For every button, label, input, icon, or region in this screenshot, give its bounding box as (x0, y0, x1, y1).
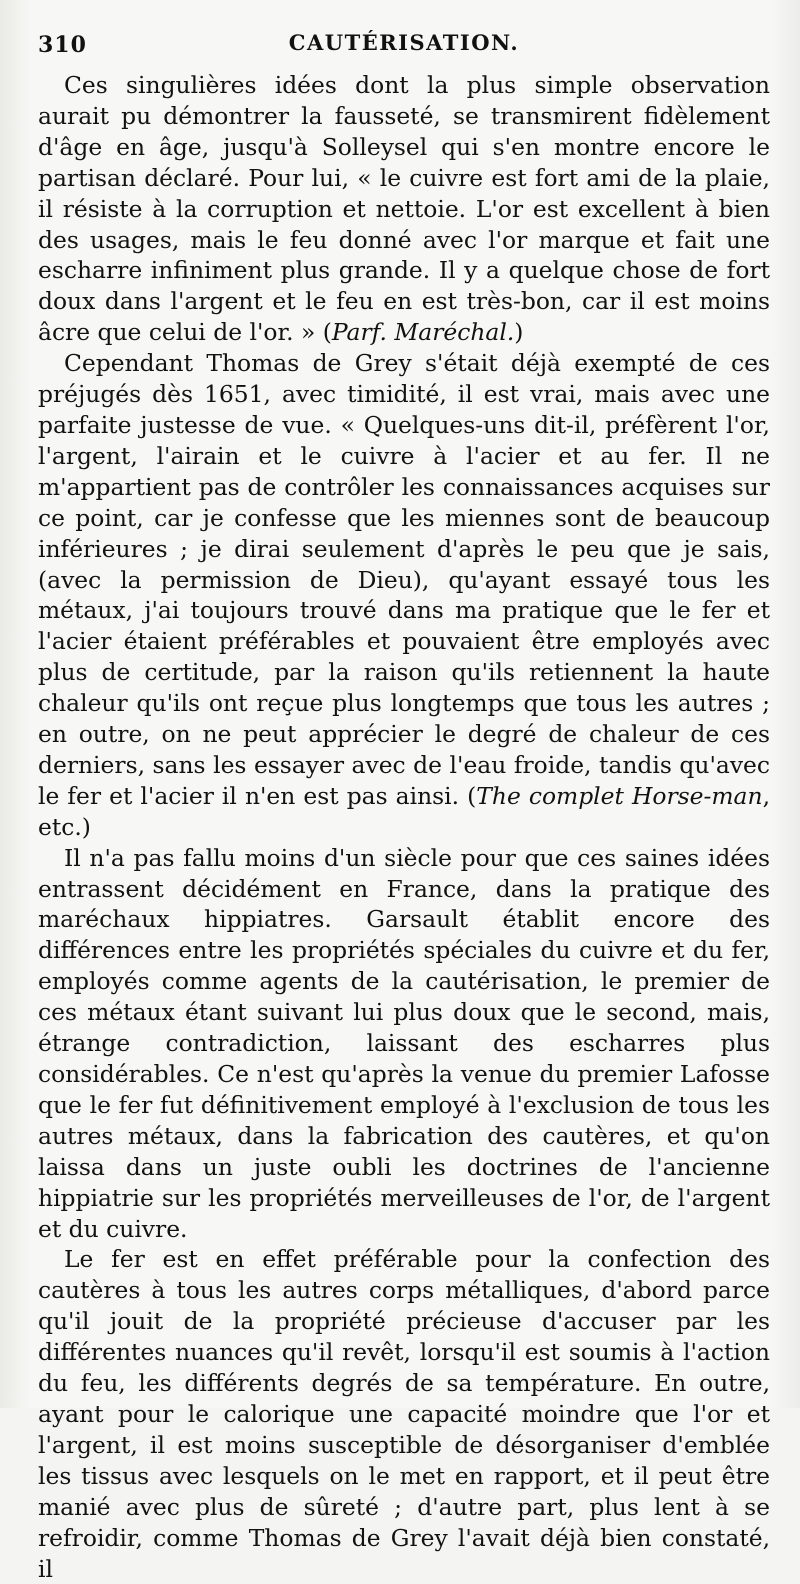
paragraph-3-text: Il n'a pas fallu moins d'un siècle pour que ces saines idées entrassent décidément en France, dans la pratique des maréchaux hippiatres. Garsault établit encore des différences entre les propriétés spéciales du cuivre et du fer, employés comme agents de la cautérisation, le premier de ces métaux étant suivant lui plus doux que le second, mais, étrange contradiction, laissant des escharres plus considérables. Ce n'est qu'après la venue du premier Lafosse que le fer fut définitivement employé à l'exclusion de tous les autres métaux, dans la fabrication des cautères, et qu'on laissa dans un juste oubli les doctrines de l'ancienne hippiatrie sur les propriétés merveilleuses de l'or, de l'argent et du cuivre. (38, 843, 770, 1243)
paragraph-1 (38, 70, 770, 348)
page-number: 310 (38, 32, 87, 58)
running-title: CAUTÉRISATION. (288, 30, 520, 55)
running-head (38, 22, 770, 70)
citation-complet-horse-man: The complet Horse-man (476, 781, 763, 810)
body-text (38, 70, 770, 1584)
citation-parfait-marechal: Parf. Maréchal. (331, 318, 515, 347)
paragraph-3 (38, 843, 770, 1245)
paragraph-2 (38, 348, 770, 843)
paragraph-4 (38, 1244, 770, 1584)
paragraph-4-text: Le fer est en effet préférable pour la confection des cautères à tous les autres corps métalliques, d'abord parce qu'il jouit de la propriété précieuse d'accuser par les différentes nuances qu'il revêt, lorsqu'il est soumis à l'action du feu, les différents degrés de sa température. En outre, ayant pour le calorique une capacité moindre que l'or et l'argent, il est moins susceptible de désorganiser d'emblée les tissus avec lesquels on le met en rapport, et il peut être manié avec plus de sûreté ; d'autre part, plus lent à se refroidir, comme Thomas de Grey l'avait déjà bien constaté, il (38, 1245, 770, 1583)
paragraph-1-text: Ces singulières idées dont la plus simple observation aurait pu démontrer la fausseté, se transmirent fidèlement d'âge en âge, jusqu'à Solleysel qui s'en montre encore le partisan déclaré. Pour lui, « le cuivre est fort ami de la plaie, il résiste à la corruption et nettoie. L'or est excellent à bien des usages, mais le feu donné avec l'or marque et fait une escharre infiniment plus grande. Il y a quelque chose de fort doux dans l'argent et le feu en est très-bon, car il est moins âcre que celui de l'or. » ( (38, 71, 770, 347)
paragraph-1-closing: ) (514, 318, 524, 347)
paragraph-2-text: Cependant Thomas de Grey s'était déjà exempté de ces préjugés dès 1651, avec timidité, il est vrai, mais avec une parfaite justesse de vue. « Quelques-uns dit-il, préfèrent l'or, l'argent, l'airain et le cuivre à l'acier et au fer. Il ne m'appartient pas de contrôler les connaissances acquises sur ce point, car je confesse que les miennes sont de beaucoup inférieures ; je dirai seulement d'après le peu que je sais, (avec la permission de Dieu), qu'ayant essayé tous les métaux, j'ai toujours trouvé dans ma pratique que le fer et l'acier étaient préférables et pouvaient être employés avec plus de certitude, par la raison qu'ils retiennent la haute chaleur qu'ils ont reçue plus longtemps que tous les autres ; en outre, on ne peut apprécier le degré de chaleur de ces derniers, sans les essayer avec de l'eau froide, tandis qu'avec le fer et l'acier il n'en est pas ainsi. ( (38, 349, 770, 810)
paragraph-2-closing: , etc.) (38, 781, 770, 841)
